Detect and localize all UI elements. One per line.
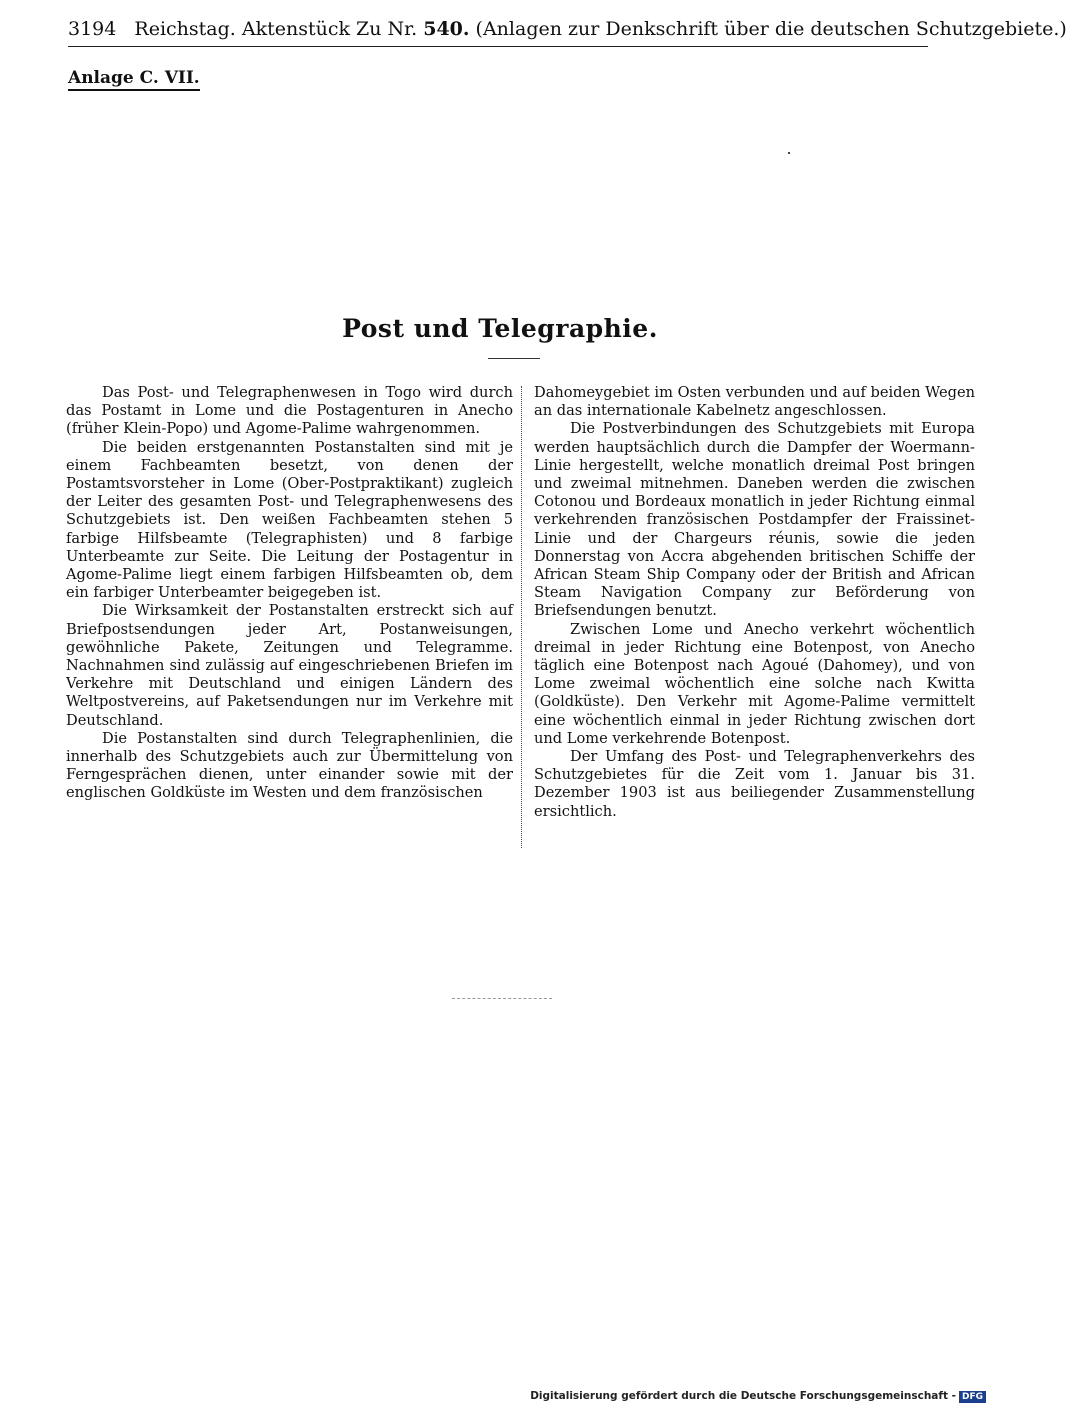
header-text: Reichstag. Aktenstück Zu Nr. — [134, 18, 418, 40]
paragraph-continuation: Dahomeygebiet im Osten verbunden und auf beiden Wegen an das internationale Kabelnetz angeschlossen. — [534, 384, 975, 420]
end-rule — [452, 998, 552, 999]
dfg-logo: DFG — [959, 1391, 986, 1403]
title-rule — [488, 358, 540, 359]
paragraph: Die Postverbindungen des Schutzgebiets mit Europa werden hauptsächlich durch die Dampfer der Woermann-Linie hergestellt, welche monatlich dreimal Post bringen und zweimal mitnehmen. Daneben werden die zwischen Cotonou und Bordeaux monatlich in jeder Richtung einmal verkehrenden französischen Postdampfer der Fraissinet-Linie und der Chargeurs réunis, sowie die jeden Donnerstag von Accra abgehenden britischen Schiffe der African Steam Ship Company oder der British and African Steam Navigation Company zur Beförderung von Briefsendungen benutzt. — [534, 420, 975, 620]
column-divider — [521, 386, 522, 848]
header-document-number: 540. — [423, 18, 470, 40]
scan-speck — [788, 152, 790, 154]
right-column — [534, 384, 975, 821]
left-column — [66, 384, 513, 803]
running-header — [68, 18, 1067, 47]
appendix-label: Anlage C. VII. — [68, 68, 200, 91]
paragraph: Zwischen Lome und Anecho verkehrt wöchentlich dreimal in jeder Richtung eine Botenpost, von Anecho täglich eine Botenpost nach Agoué (Dahomey), und von Lome zweimal wöchentlich eine solche nach Kwitta (Goldküste). Den Verkehr mit Agome-Palime vermittelt eine wöchentlich einmal in jeder Richtung zwischen dort und Lome verkehrende Botenpost. — [534, 620, 975, 747]
paragraph: Das Post- und Telegraphenwesen in Togo wird durch das Postamt in Lome und die Postagenturen in Anecho (früher Klein-Popo) und Agome-Palime wahrgenommen. — [66, 384, 513, 438]
footer-text: Digitalisierung gefördert durch die Deutsche Forschungsgemeinschaft - — [530, 1390, 956, 1402]
header-subtitle: (Anlagen zur Denkschrift über die deutschen Schutzgebiete.) — [475, 18, 1067, 40]
page-title: Post und Telegraphie. — [342, 314, 658, 343]
paragraph: Die Postanstalten sind durch Telegraphenlinien, die innerhalb des Schutzgebiets auch zur Übermittelung von Ferngesprächen dienen, unter einander sowie mit der englischen Goldküste im Westen und dem französischen — [66, 729, 513, 802]
digitization-footer — [530, 1390, 986, 1403]
page-number: 3194 — [68, 18, 117, 40]
paragraph: Der Umfang des Post- und Telegraphenverkehrs des Schutzgebietes für die Zeit vom 1. Januar bis 31. Dezember 1903 ist aus beiliegender Zusammenstellung ersichtlich. — [534, 748, 975, 820]
paragraph: Die Wirksamkeit der Postanstalten erstreckt sich auf Briefpostsendungen jeder Art, Postanweisungen, gewöhnliche Pakete, Zeitungen und Telegramme. Nachnahmen sind zulässig auf eingeschriebenen Briefen im Verkehre mit Deutschland und einigen Ländern des Weltpostvereins, auf Paketsendungen nur im Verkehre mit Deutschland. — [66, 602, 513, 729]
paragraph: Die beiden erstgenannten Postanstalten sind mit je einem Fachbeamten besetzt, von denen der Postamtsvorsteher in Lome (Ober-Postpraktikant) zugleich der Leiter des gesamten Post- und Telegraphenwesens des Schutzgebiets ist. Den weißen Fachbeamten stehen 5 farbige Hilfsbeamte (Telegraphisten) und 8 farbige Unterbeamte zur Seite. Die Leitung der Postagentur in Agome-Palime liegt einem farbigen Hilfsbeamten ob, dem ein farbiger Unterbeamter beigegeben ist. — [66, 438, 513, 602]
